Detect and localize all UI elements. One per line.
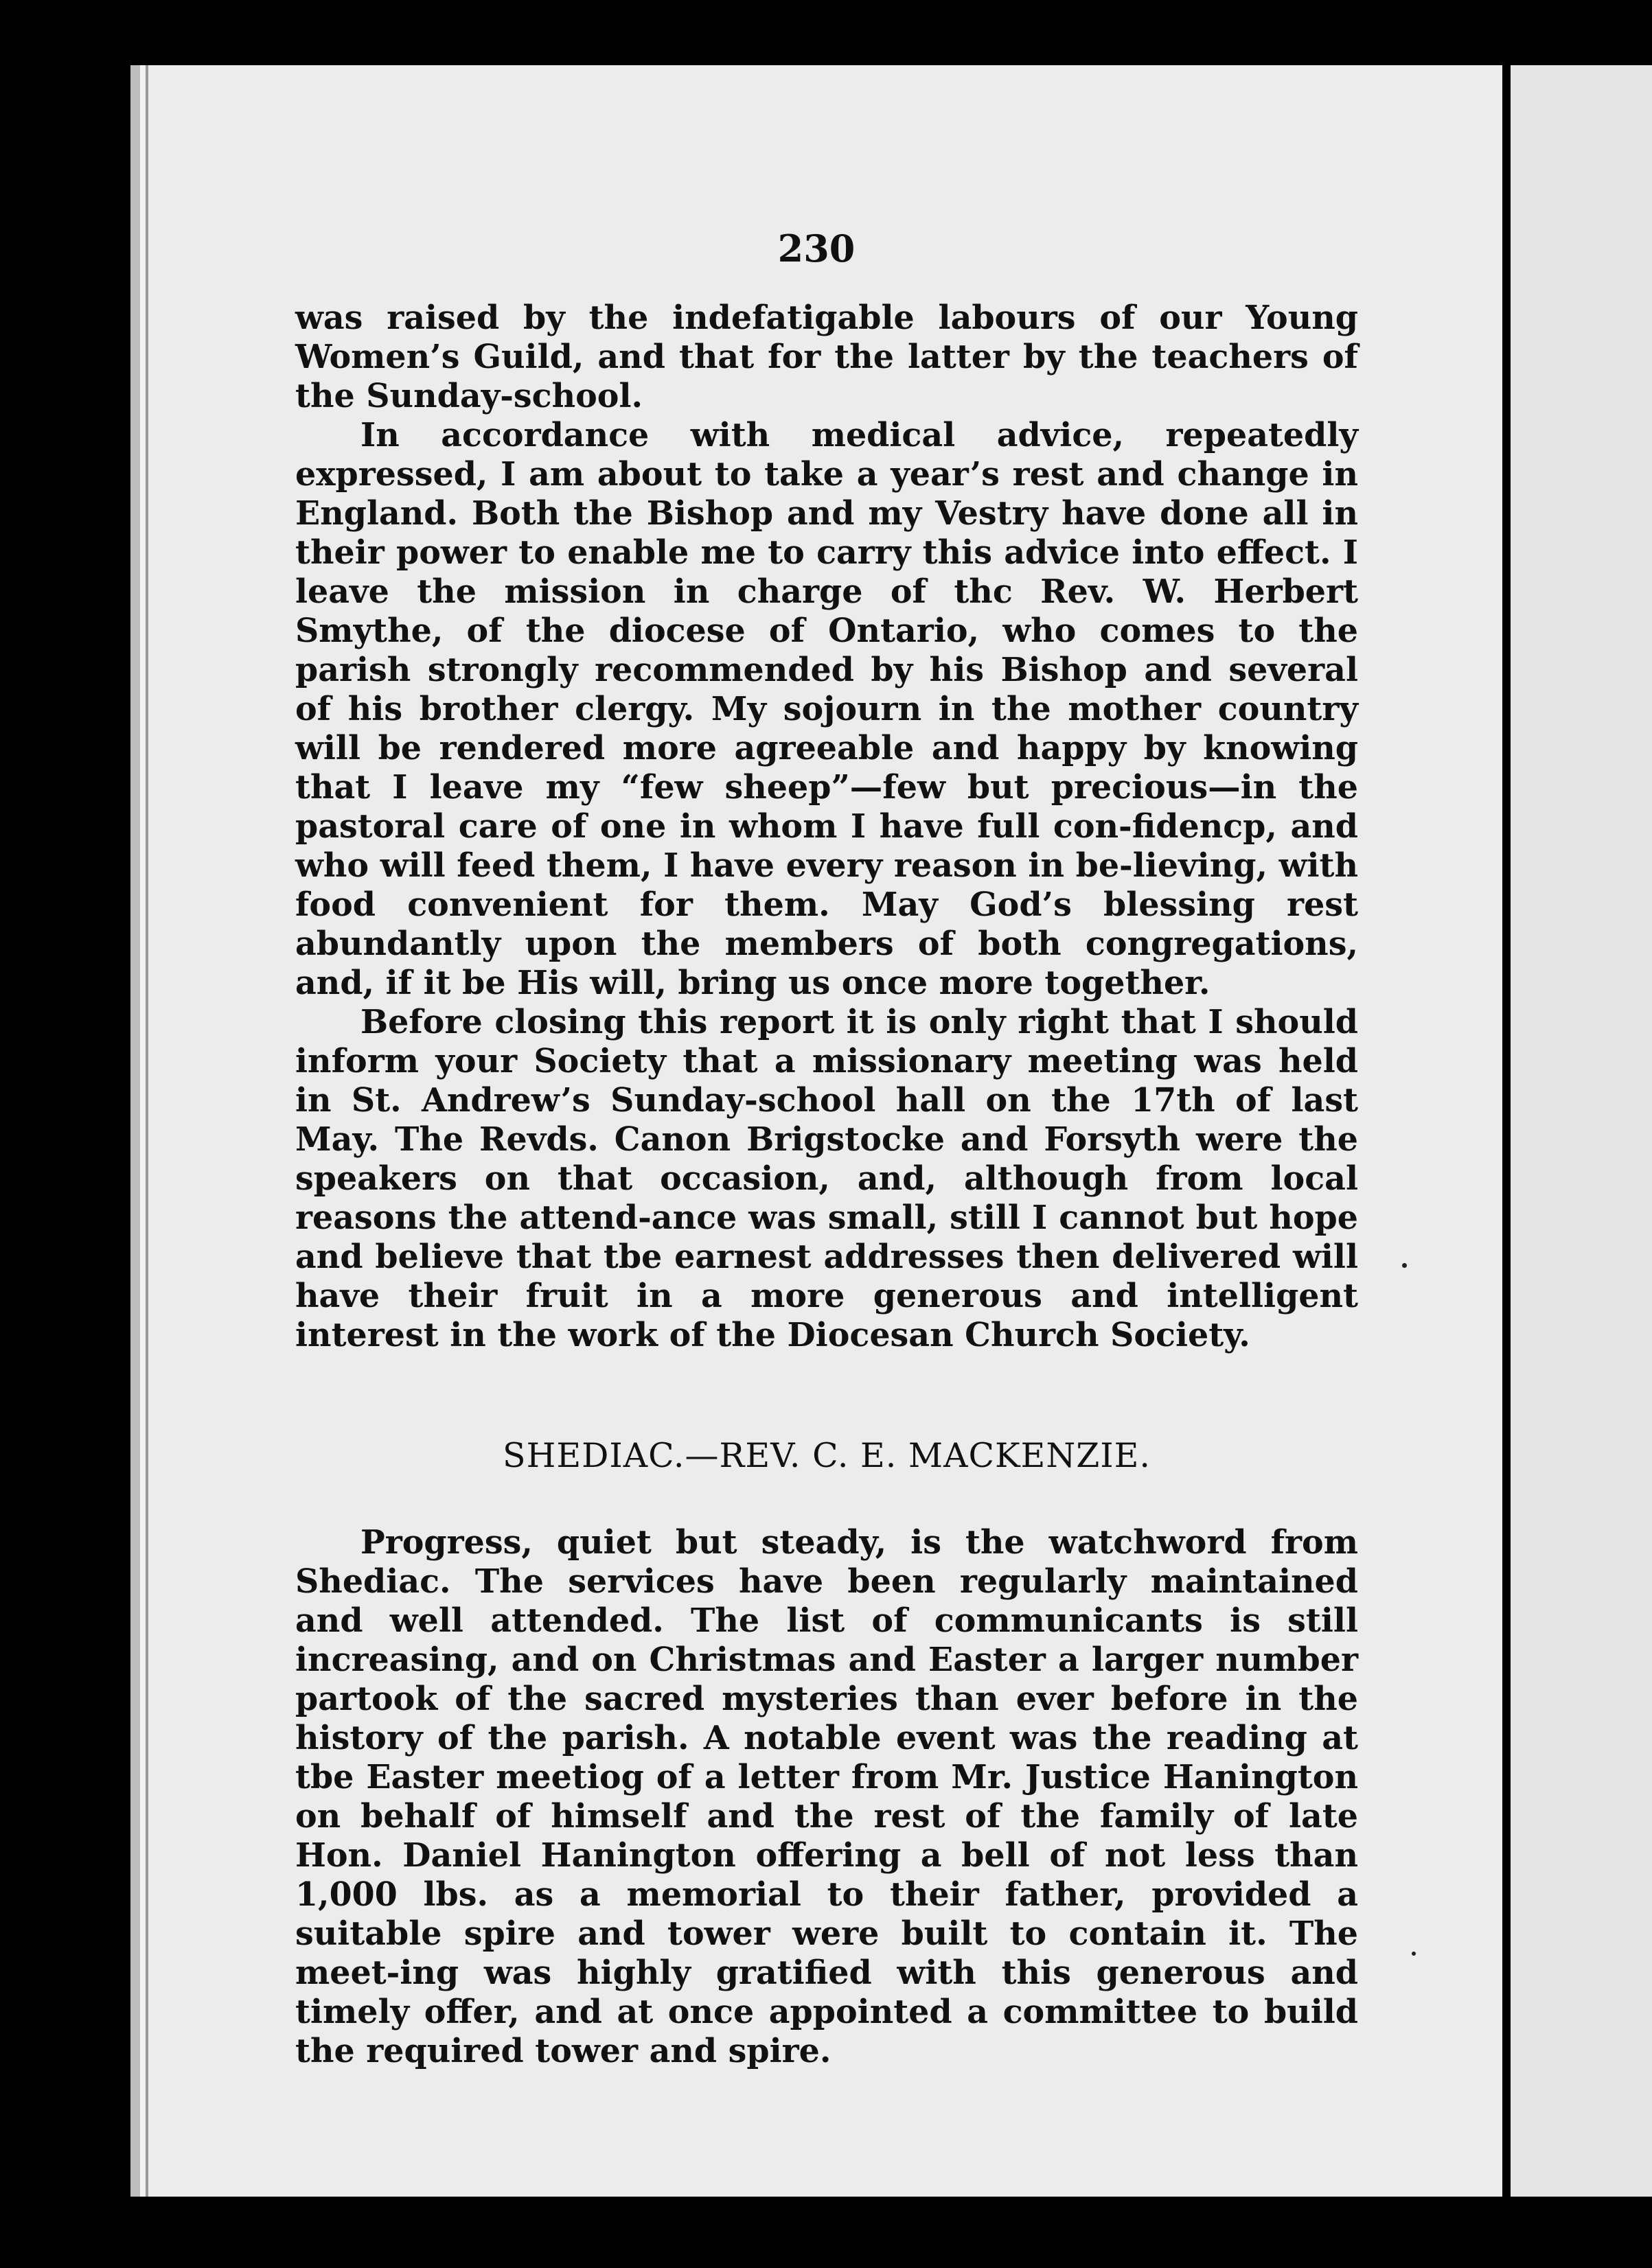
adjacent-page-edge	[1511, 65, 1652, 2197]
margin-speck	[1402, 1263, 1407, 1268]
paragraph-shediac-progress: Progress, quiet but steady, is the watchword from Shediac. The services have been regularly maintained and well attended. The list of communicants is still increasing, and on Christmas and Easter a larger number partook of the sacred mysteries than ever before in the history of the parish. A notable event was the reading at tbe Easter meetiog of a letter from Mr. Justice Hanington on behalf of himself and the rest of the family of late Hon. Daniel Hanington offering a bell of not less than 1,000 lbs. as a memorial to their father, provided a suitable spire and tower were built to contain it. The meet-ing was highly gratified with this generous and timely offer, and at once appointed a committee to build the required tower and spire.	[295, 1523, 1358, 2070]
paragraph-continuation: was raised by the indefatigable labours of our Young Women’s Guild, and that for the latter by the teachers of the Sunday-school.	[295, 299, 1358, 415]
document-page	[130, 65, 1502, 2197]
page-body	[295, 299, 1358, 2071]
page-number: 230	[777, 227, 856, 270]
paragraph-missionary-meeting: Before closing this report it is only right that I should inform your Society that a missionary meeting was held in St. Andrew’s Sunday-school hall on the 17th of last May. The Revds. Canon Brigstocke and Forsyth were the speakers on that occasion, and, although from local reasons the attend-ance was small, still I cannot but hope and believe that tbe earnest addresses then delivered will have their fruit in a more generous and intelligent interest in the work of the Diocesan Church Society.	[295, 1003, 1358, 1354]
paragraph-medical-advice: In accordance with medical advice, repeatedly expressed, I am about to take a year’s rest and change in England. Both the Bishop and my Vestry have done all in their power to enable me to carry this advice into effect. I leave the mission in charge of thc Rev. W. Herbert Smythe, of the diocese of Ontario, who comes to the parish strongly recommended by his Bishop and several of his brother clergy. My sojourn in the mother country will be rendered more agreeable and happy by knowing that I leave my “few sheep”—few but precious—in the pastoral care of one in whom I have full con-fidencp, and who will feed them, I have every reason in be-lieving, with food convenient for them. May God’s blessing rest abundantly upon the members of both congregations, and, if it be His will, bring us once more together.	[295, 416, 1358, 1002]
section-heading-shediac: SHEDIAC.—REV. C. E. MACKENZIE.	[503, 1436, 1151, 1475]
margin-speck	[1412, 1952, 1416, 1956]
